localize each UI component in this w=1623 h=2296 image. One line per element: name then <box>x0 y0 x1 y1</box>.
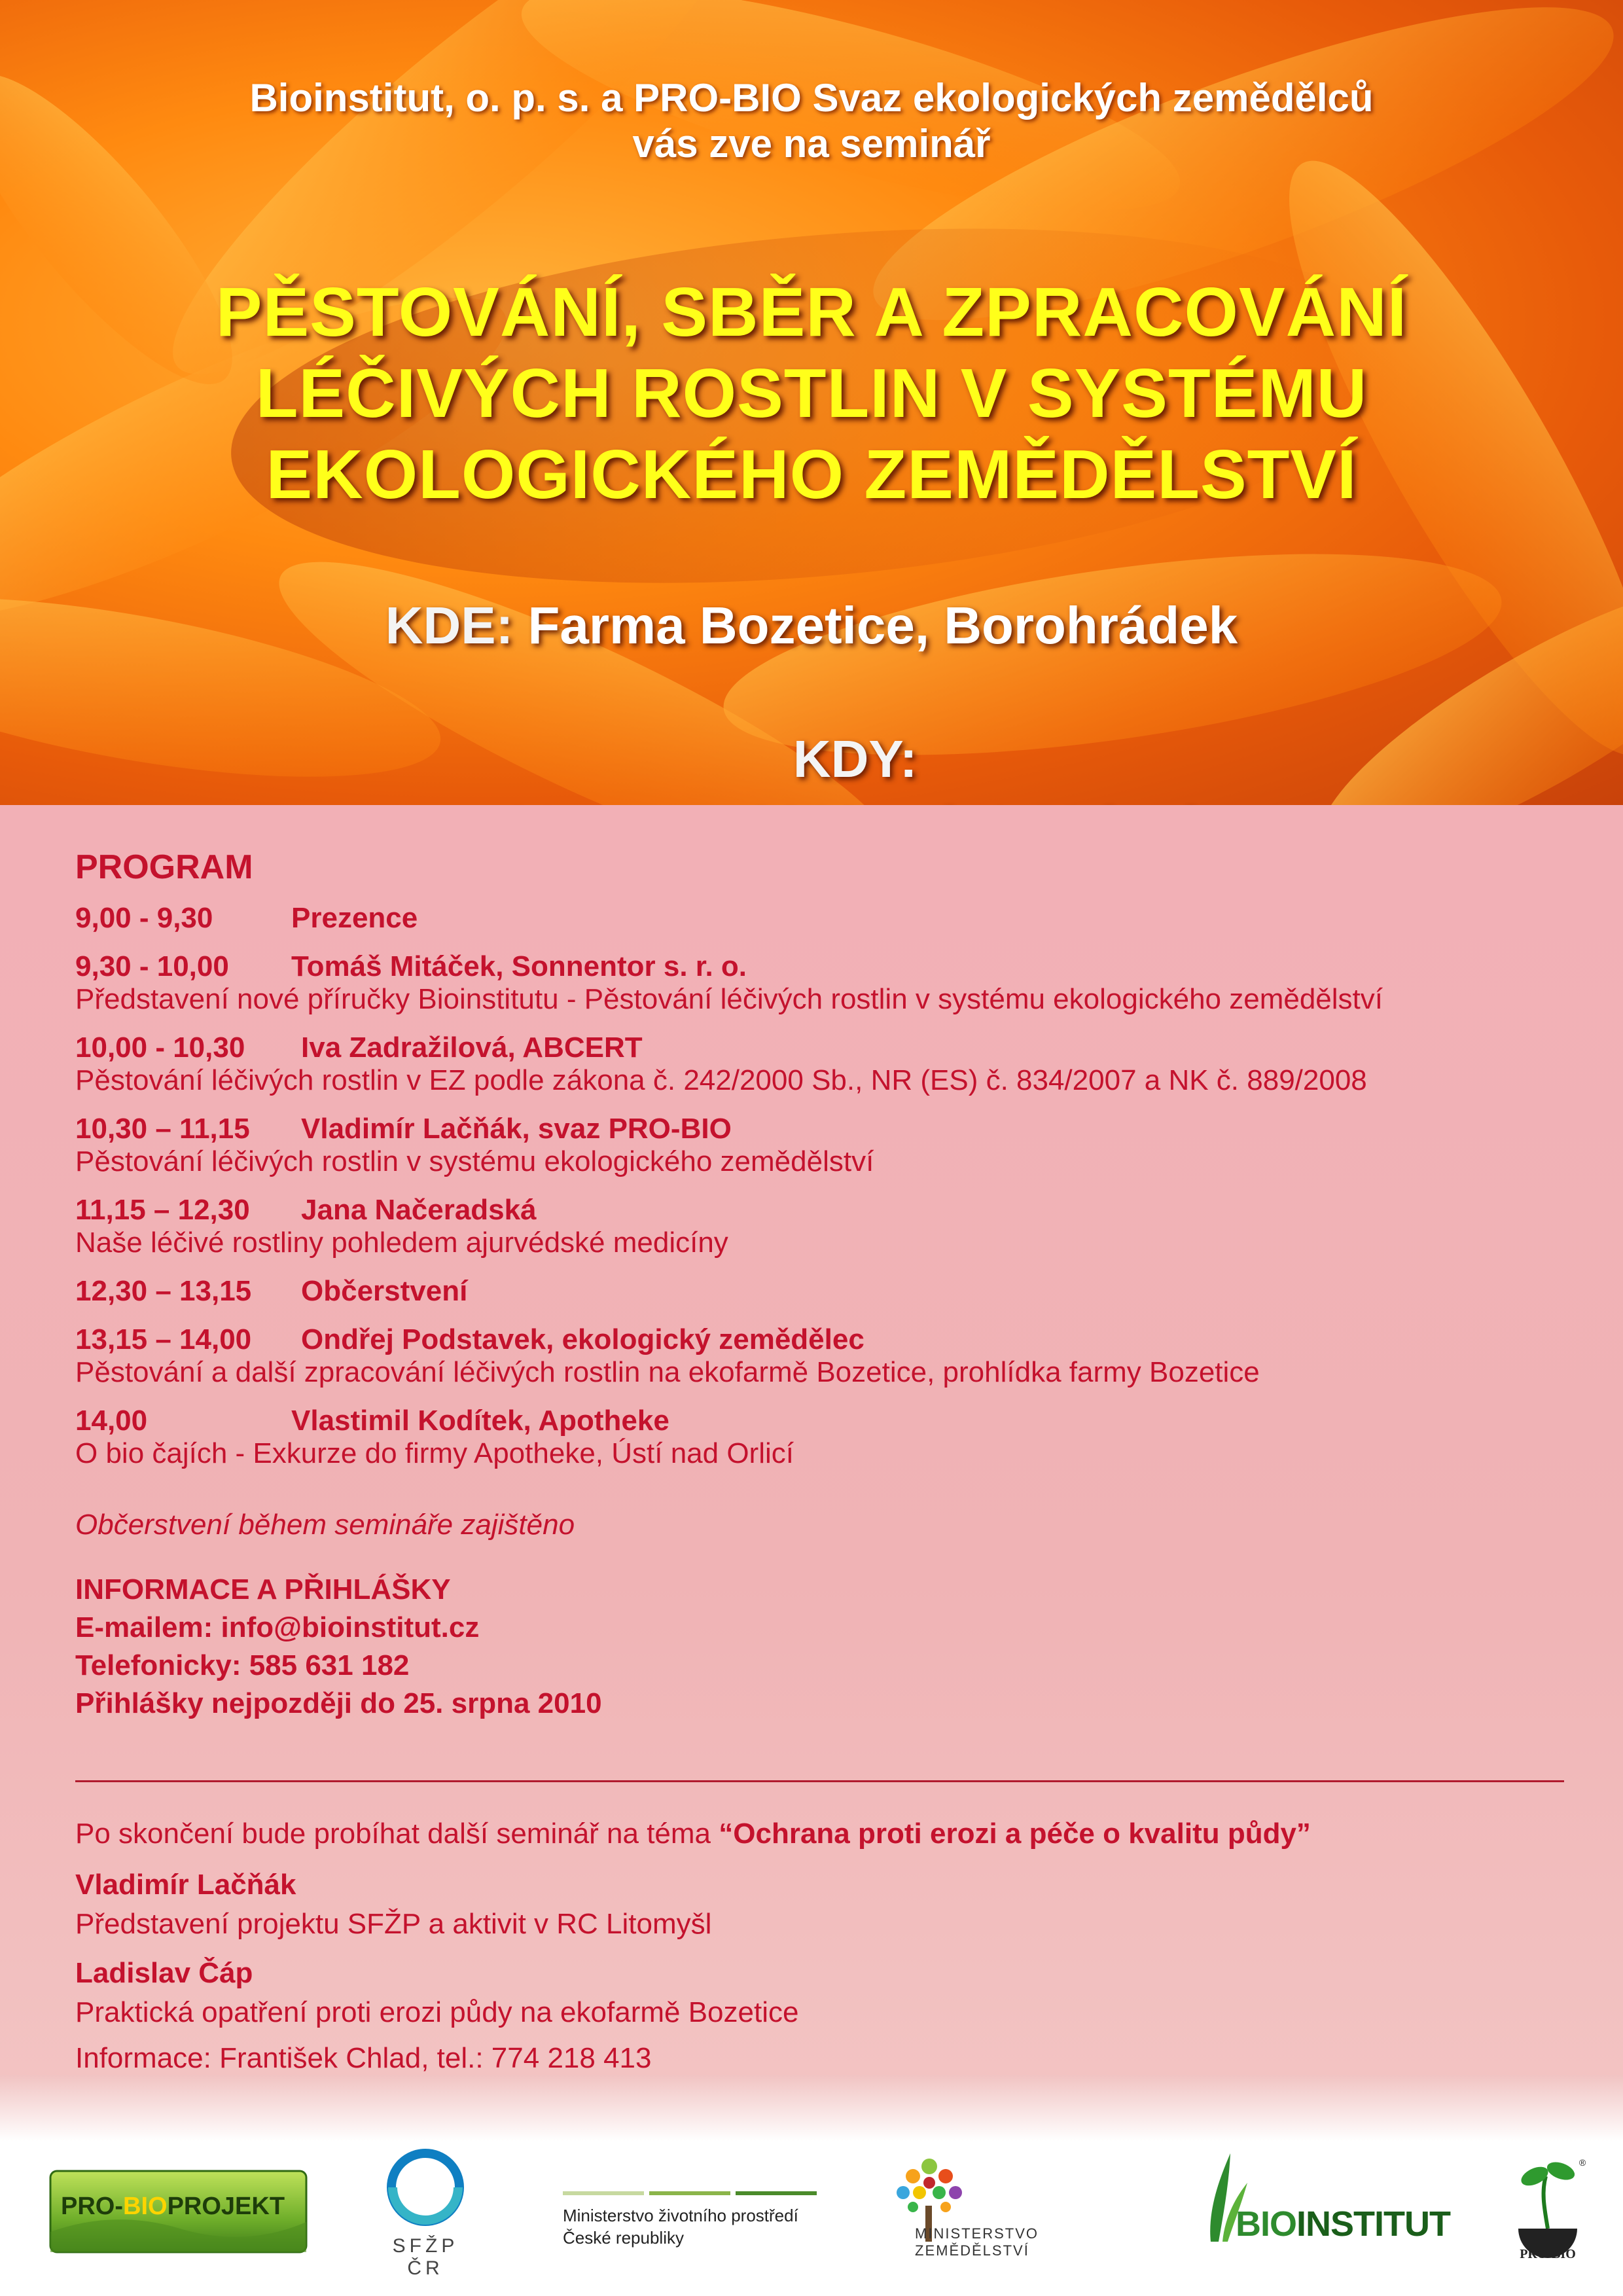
program-title: Vladimír Lačňák, svaz PRO-BIO <box>301 1113 732 1145</box>
title-line-3: EKOLOGICKÉHO ZEMĚDĚLSTVÍ <box>266 436 1357 513</box>
bioinstitut-wordmark-bio: BIO <box>1236 2204 1297 2244</box>
followup-talk-2 <box>75 1954 798 2032</box>
program-item <box>75 1031 1367 1097</box>
program-item <box>75 1323 1260 1389</box>
mzp-line-1: Ministerstvo životního prostředí <box>563 2206 798 2225</box>
followup-speaker: Vladimír Lačňák <box>75 1869 296 1901</box>
program-title: Iva Zadražilová, ABCERT <box>301 1031 643 1064</box>
program-time: 13,15 – 14,00 <box>75 1323 252 1355</box>
probio-projekt-logo <box>49 2170 308 2253</box>
program-title: Vlastimil Kodítek, Apotheke <box>291 1405 669 1437</box>
program-item <box>75 1405 794 1470</box>
sfzp-label: SFŽP ČR <box>392 2235 459 2279</box>
program-description: O bio čajích - Exkurze do firmy Apotheke, Ústí nad Orlicí <box>75 1437 794 1469</box>
program-description: Pěstování léčivých rostlin v EZ podle zákona č. 242/2000 Sb., NR (ES) č. 834/2007 a NK č. 889/2008 <box>75 1064 1367 1096</box>
followup-topic: “Ochrana proti erozi a péče o kvalitu půdy” <box>719 1818 1311 1850</box>
invite-line: vás zve na seminář <box>632 122 991 166</box>
program-item <box>75 950 1383 1016</box>
where-line <box>0 592 1623 659</box>
program-item <box>75 902 418 935</box>
followup-talk: Praktická opatření proti erozi půdy na ekofarmě Bozetice <box>75 1996 799 2028</box>
organizers-invitation <box>0 75 1623 167</box>
when-label: KDY: <box>793 730 918 788</box>
seminar-title <box>0 272 1623 515</box>
mze-label: MINISTERSTVO ZEMĚDĚLSTVÍ <box>915 2225 1039 2259</box>
sfzp-icon <box>373 2147 478 2232</box>
program-description: Představení nové příručky Bioinstitutu - Pěstování léčivých rostlin v systému ekologického zemědělství <box>75 983 1383 1015</box>
program-time: 9,30 - 10,00 <box>75 950 229 982</box>
program-item <box>75 1194 728 1259</box>
mzp-line-2: České republiky <box>563 2228 684 2248</box>
followup-talk: Představení projektu SFŽP a aktivit v RC Litomyšl <box>75 1908 712 1940</box>
program-description: Pěstování a další zpracování léčivých rostlin na ekofarmě Bozetice, prohlídka farmy Bozetice <box>75 1356 1260 1388</box>
program-title: Prezence <box>291 902 418 934</box>
program-time: 10,00 - 10,30 <box>75 1031 245 1064</box>
mzp-color-bars <box>563 2191 825 2195</box>
hero-banner <box>0 0 1623 805</box>
program-time: 14,00 <box>75 1405 148 1437</box>
program-heading: PROGRAM <box>75 848 253 886</box>
program-title: Jana Načeradská <box>301 1194 537 1226</box>
probio-projekt-badge <box>49 2170 308 2253</box>
title-line-2: LÉČIVÝCH ROSTLIN V SYSTÉMU <box>255 355 1368 432</box>
mze-logo <box>883 2147 1145 2271</box>
followup-contact: Informace: František Chlad, tel.: 774 218 413 <box>75 2042 652 2074</box>
followup-intro <box>75 1818 1311 1850</box>
followup-speaker: Ladislav Čáp <box>75 1957 253 1989</box>
program-title: Tomáš Mitáček, Sonnentor s. r. o. <box>291 950 747 982</box>
probio-projekt-text: PRO-BIOPROJEKT <box>61 2193 285 2220</box>
program-title: Občerstvení <box>301 1275 468 1307</box>
organizers-line: Bioinstitut, o. p. s. a PRO-BIO Svaz ekologických zemědělců <box>249 76 1374 120</box>
program-description: Naše léčivé rostliny pohledem ajurvédské medicíny <box>75 1227 728 1259</box>
program-title: Ondřej Podstavek, ekologický zemědělec <box>301 1323 865 1355</box>
title-line-1: PĚSTOVÁNÍ, SBĚR A ZPRACOVÁNÍ <box>215 274 1408 351</box>
registered-mark: ® <box>1578 2157 1586 2168</box>
program-description: Pěstování léčivých rostlin v systému ekologického zemědělství <box>75 1145 874 1177</box>
bioinstitut-logo <box>1204 2150 1453 2255</box>
mzp-logo <box>563 2191 825 2263</box>
probio-mark-text: PRO-BIO <box>1520 2247 1576 2261</box>
bioinstitut-wordmark <box>1236 2204 1450 2244</box>
program-time: 9,00 - 9,30 <box>75 902 213 934</box>
sfzp-logo <box>373 2147 478 2279</box>
mzp-bar-3 <box>736 2191 817 2195</box>
info-email: E-mailem: info@bioinstitut.cz <box>75 1611 480 1643</box>
info-phone: Telefonicky: 585 631 182 <box>75 1649 410 1681</box>
mzp-bar-2 <box>649 2191 730 2195</box>
where-value: Farma Bozetice, Borohrádek <box>527 596 1238 655</box>
partner-logos-strip <box>0 2075 1623 2296</box>
program-time: 12,30 – 13,15 <box>75 1275 252 1307</box>
mzp-bar-1 <box>563 2191 644 2195</box>
where-label: KDE: <box>385 596 514 655</box>
info-heading: INFORMACE A PŘIHLÁŠKY <box>75 1573 451 1605</box>
program-item <box>75 1275 467 1308</box>
program-item <box>75 1113 874 1178</box>
bioinstitut-wordmark-institut: INSTITUT <box>1296 2204 1450 2244</box>
followup-intro-text: Po skončení bude probíhat další seminář na téma <box>75 1818 719 1850</box>
followup-talk-1 <box>75 1865 711 1944</box>
info-block <box>75 1571 602 1723</box>
info-deadline: Přihlášky nejpozději do 25. srpna 2010 <box>75 1687 602 1719</box>
program-time: 10,30 – 11,15 <box>75 1113 250 1145</box>
program-time: 11,15 – 12,30 <box>75 1194 250 1226</box>
probio-sprout-icon <box>1505 2157 1590 2268</box>
refreshment-note: Občerstvení během semináře zajištěno <box>75 1509 575 1541</box>
divider <box>75 1780 1564 1782</box>
probio-logo <box>1505 2157 1590 2268</box>
